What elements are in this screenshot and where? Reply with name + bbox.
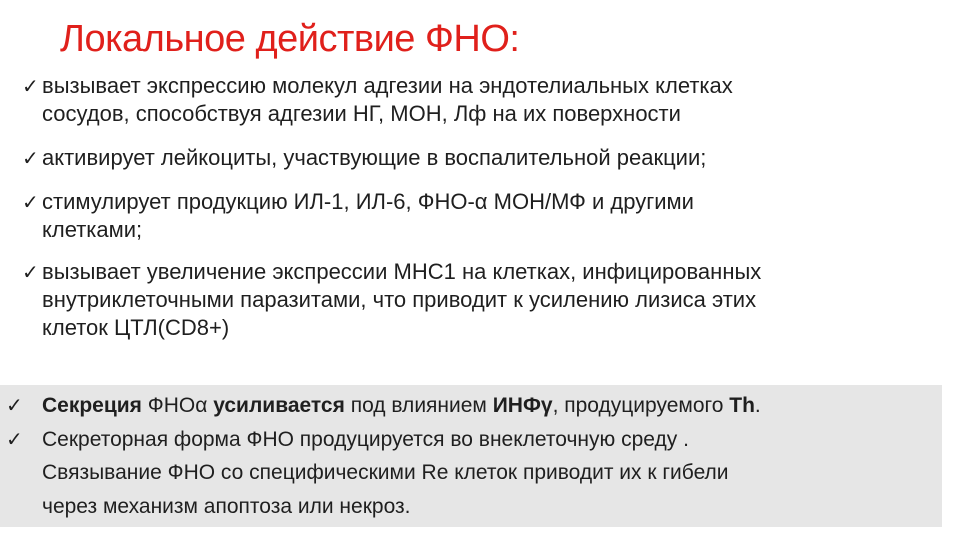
slide-title: Локальное действие ФНО: xyxy=(60,18,520,60)
checkmark-icon: ✓ xyxy=(22,190,39,214)
bullet-text-continuation: клетками; xyxy=(42,217,143,242)
highlight-box xyxy=(0,385,942,527)
bullet-item-mhc xyxy=(22,258,902,342)
bullet-item-production xyxy=(22,188,902,244)
bullet-text-continuation: внутриклеточными паразитами, что приводит к усилению лизиса этих xyxy=(42,287,757,312)
checkmark-icon: ✓ xyxy=(22,260,39,284)
box-item-continuation: через механизм апоптоза или некроз. xyxy=(42,495,411,518)
bullet-text-continuation: сосудов, способствуя адгезии НГ, МОН, Лф на их поверхности xyxy=(42,101,681,126)
bullet-text: активирует лейкоциты, участвующие в воспалительной реакции; xyxy=(42,145,707,170)
bullet-text: стимулирует продукцию ИЛ-1, ИЛ-6, ФНО-α МОН/МФ и другими xyxy=(42,189,694,214)
bullet-item-adhesion xyxy=(22,72,902,128)
bullet-text-continuation: клеток ЦТЛ(CD8+) xyxy=(42,315,230,340)
checkmark-icon: ✓ xyxy=(22,146,39,170)
bullet-text: вызывает экспрессию молекул адгезии на эндотелиальных клетках xyxy=(42,73,733,98)
checkmark-icon: ✓ xyxy=(22,74,39,98)
box-item-continuation: Связывание ФНО со специфическими Re клеток приводит их к гибели xyxy=(42,461,729,484)
box-item-secretion: ✓ Секреция ФНОα усиливается под влиянием ИНФγ, продуцируемого Th. xyxy=(6,393,761,417)
checkmark-icon: ✓ xyxy=(6,427,23,451)
box-item-secretory-form: ✓ Секреторная форма ФНО продуцируется во внеклеточную среду . xyxy=(6,427,689,451)
checkmark-icon: ✓ xyxy=(6,393,23,417)
bullet-text: вызывает увеличение экспрессии МНС1 на клетках, инфицированных xyxy=(42,259,762,284)
bullet-item-leukocytes xyxy=(22,144,902,172)
